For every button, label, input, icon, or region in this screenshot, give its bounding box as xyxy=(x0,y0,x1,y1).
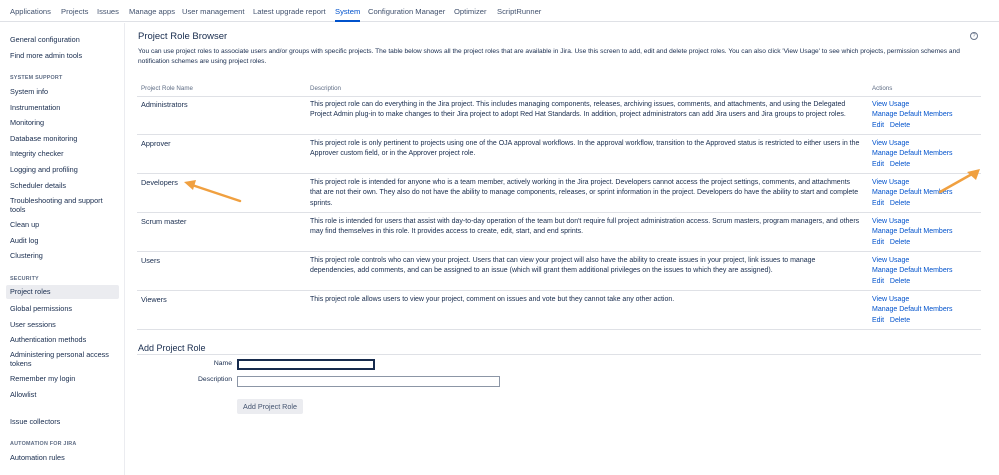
edit-link[interactable]: Edit xyxy=(872,160,885,168)
sidebar-item-instrumentation[interactable]: Instrumentation xyxy=(10,103,61,112)
table-row xyxy=(137,214,981,252)
view-usage-link[interactable]: View Usage xyxy=(872,101,910,108)
sidebar-item-troubleshooting-and-support-tools[interactable]: Troubleshooting and support tools xyxy=(10,196,103,214)
description-label: Description xyxy=(198,376,232,383)
manage-default-members-link[interactable]: Manage Default Members xyxy=(872,111,953,119)
role-name: Viewers xyxy=(141,295,167,304)
role-actions xyxy=(872,256,982,287)
main-content xyxy=(125,23,999,475)
role-description: This project role controls who can view your project. Users that can view your project will also have the ability to create issues in your project, link issues to manage dependencies, add comments, and can be assigned to an issue (which will grant them additional privileges on the issues to which they are assigned). xyxy=(310,257,816,275)
sidebar-item-database-monitoring[interactable]: Database monitoring xyxy=(10,134,78,143)
role-description: This project role allows users to view your project, comment on issues and vote but they cannot take any other action. xyxy=(310,296,675,303)
role-name: Administrators xyxy=(141,100,188,109)
delete-link[interactable]: Delete xyxy=(889,238,911,246)
admin-top-nav xyxy=(0,0,999,22)
name-field[interactable] xyxy=(237,359,375,370)
view-usage-link[interactable]: View Usage xyxy=(872,218,910,225)
sidebar-item-global-permissions[interactable]: Global permissions xyxy=(10,304,73,313)
manage-default-members-link[interactable]: Manage Default Members xyxy=(872,306,953,314)
description-field[interactable] xyxy=(237,376,500,387)
tab-optimizer[interactable]: Optimizer xyxy=(454,7,487,16)
tab-manage-apps[interactable]: Manage apps xyxy=(129,7,176,16)
sidebar-item-project-roles[interactable]: Project roles xyxy=(6,285,119,299)
section-divider xyxy=(137,354,981,355)
sidebar-item-authentication-methods[interactable]: Authentication methods xyxy=(10,335,87,344)
tab-projects[interactable]: Projects xyxy=(61,7,89,16)
sidebar-heading-security: SECURITY xyxy=(10,276,39,282)
page-description: You can use project roles to associate users and/or groups with specific projects. The table below shows all the project roles that are available in Jira. Use this screen to add, edit and delete project roles. You can also click 'View Usage' to see which projects, permission schemes and notification schemes are using project roles. xyxy=(138,48,960,65)
sidebar-item-integrity-checker[interactable]: Integrity checker xyxy=(10,149,64,158)
sidebar-item-user-sessions[interactable]: User sessions xyxy=(10,320,56,329)
view-usage-link[interactable]: View Usage xyxy=(872,140,910,147)
tab-scriptrunner[interactable]: ScriptRunner xyxy=(497,7,542,16)
sidebar-item-administering-personal-access-tokens[interactable]: Administering personal access tokens xyxy=(10,350,109,368)
role-actions xyxy=(872,217,982,248)
page-title: Project Role Browser xyxy=(138,31,228,42)
view-usage-link[interactable]: View Usage xyxy=(872,179,910,186)
tab-latest-upgrade-report[interactable]: Latest upgrade report xyxy=(253,7,326,16)
view-usage-link[interactable]: View Usage xyxy=(872,257,910,264)
delete-link[interactable]: Delete xyxy=(889,160,911,168)
sidebar-item-system-info[interactable]: System info xyxy=(10,87,49,96)
sidebar-item-issue-collectors[interactable]: Issue collectors xyxy=(10,417,61,426)
role-description: This role is intended for users that assist with day-to-day operation of the team but don't require full project administration access. Scrum masters, program managers, and others may find themselves in this role. It provides access to create, edit, start, and end sprints. xyxy=(310,218,860,236)
sidebar-item-clustering[interactable]: Clustering xyxy=(10,251,43,260)
tab-user-management[interactable]: User management xyxy=(182,7,245,16)
tab-issues[interactable]: Issues xyxy=(97,7,119,16)
role-name: Developers xyxy=(141,178,178,187)
table-row xyxy=(137,292,981,330)
manage-default-members-link[interactable]: Manage Default Members xyxy=(872,228,953,236)
help-icon[interactable]: ? xyxy=(970,32,978,40)
view-usage-link[interactable]: View Usage xyxy=(872,296,910,303)
annotation-arrow-right xyxy=(936,166,984,196)
table-row xyxy=(137,97,981,135)
delete-link[interactable]: Delete xyxy=(889,121,911,129)
delete-link[interactable]: Delete xyxy=(889,199,911,207)
add-project-role-button[interactable]: Add Project Role xyxy=(237,399,303,414)
role-actions xyxy=(872,100,982,131)
edit-link[interactable]: Edit xyxy=(872,121,885,129)
admin-sidebar xyxy=(0,23,125,475)
table-row xyxy=(137,175,981,213)
sidebar-item-allowlist[interactable]: Allowlist xyxy=(10,390,37,399)
table-row xyxy=(137,136,981,174)
role-description: This project role is intended for anyone who is a team member, actively working in the Jira project. Developers cannot access the project settings, comments, and attachments that are not their own. They also do not have the ability to manage components, releases, or sprint information in the project. Developers do have the ability to start and complete sprints. xyxy=(310,179,859,207)
table-header xyxy=(137,80,981,97)
table-row xyxy=(137,253,981,291)
sidebar-item-automation-rules[interactable]: Automation rules xyxy=(10,453,65,462)
sidebar-item-remember-my-login[interactable]: Remember my login xyxy=(10,374,76,383)
sidebar-item-general-configuration[interactable]: General configuration xyxy=(10,35,80,44)
tab-applications[interactable]: Applications xyxy=(10,7,51,16)
manage-default-members-link[interactable]: Manage Default Members xyxy=(872,150,953,158)
name-label: Name xyxy=(213,360,232,367)
edit-link[interactable]: Edit xyxy=(872,199,885,207)
annotation-arrow-left xyxy=(180,176,244,206)
sidebar-item-scheduler-details[interactable]: Scheduler details xyxy=(10,181,66,190)
tab-system[interactable]: System xyxy=(335,0,360,22)
sidebar-item-find-more-admin-tools[interactable]: Find more admin tools xyxy=(10,51,83,60)
role-description: This project role can do everything in the Jira project. This includes managing components, releases, archiving issues, comments, and attachments, and using the Delegated Project Admin plug-in to make changes to their Jira project to adopt Red Hat Standards. In addition, project administrators can add Jira users and Jira groups to project roles. xyxy=(310,101,846,119)
tab-configuration-manager[interactable]: Configuration Manager xyxy=(368,7,446,16)
manage-default-members-link[interactable]: Manage Default Members xyxy=(872,267,953,275)
sidebar-item-monitoring[interactable]: Monitoring xyxy=(10,118,45,127)
sidebar-heading-automation: AUTOMATION FOR JIRA xyxy=(10,441,77,447)
sidebar-item-clean-up[interactable]: Clean up xyxy=(10,220,40,229)
role-description: This project role is only pertinent to projects using one of the OJA approval workflows. In the approval workflow, transition to the Approved status is restricted to either users in the Approver custom field, or in the Approver project role. xyxy=(310,140,860,158)
sidebar-item-logging-and-profiling[interactable]: Logging and profiling xyxy=(10,165,78,174)
manage-default-members-link[interactable]: Manage Default Members xyxy=(872,189,953,197)
sidebar-item-audit-log[interactable]: Audit log xyxy=(10,236,39,245)
delete-link[interactable]: Delete xyxy=(889,277,911,285)
edit-link[interactable]: Edit xyxy=(872,316,885,324)
column-header-name: Project Role Name xyxy=(141,85,193,92)
role-name: Approver xyxy=(141,139,171,148)
edit-link[interactable]: Edit xyxy=(872,238,885,246)
role-name: Users xyxy=(141,256,161,265)
sidebar-heading-system-support: SYSTEM SUPPORT xyxy=(10,75,63,81)
add-project-role-heading: Add Project Role xyxy=(138,343,206,353)
column-header-actions: Actions xyxy=(872,85,893,92)
role-name: Scrum master xyxy=(141,217,187,226)
role-actions xyxy=(872,295,982,326)
edit-link[interactable]: Edit xyxy=(872,277,885,285)
delete-link[interactable]: Delete xyxy=(889,316,911,324)
column-header-description: Description xyxy=(310,85,341,92)
